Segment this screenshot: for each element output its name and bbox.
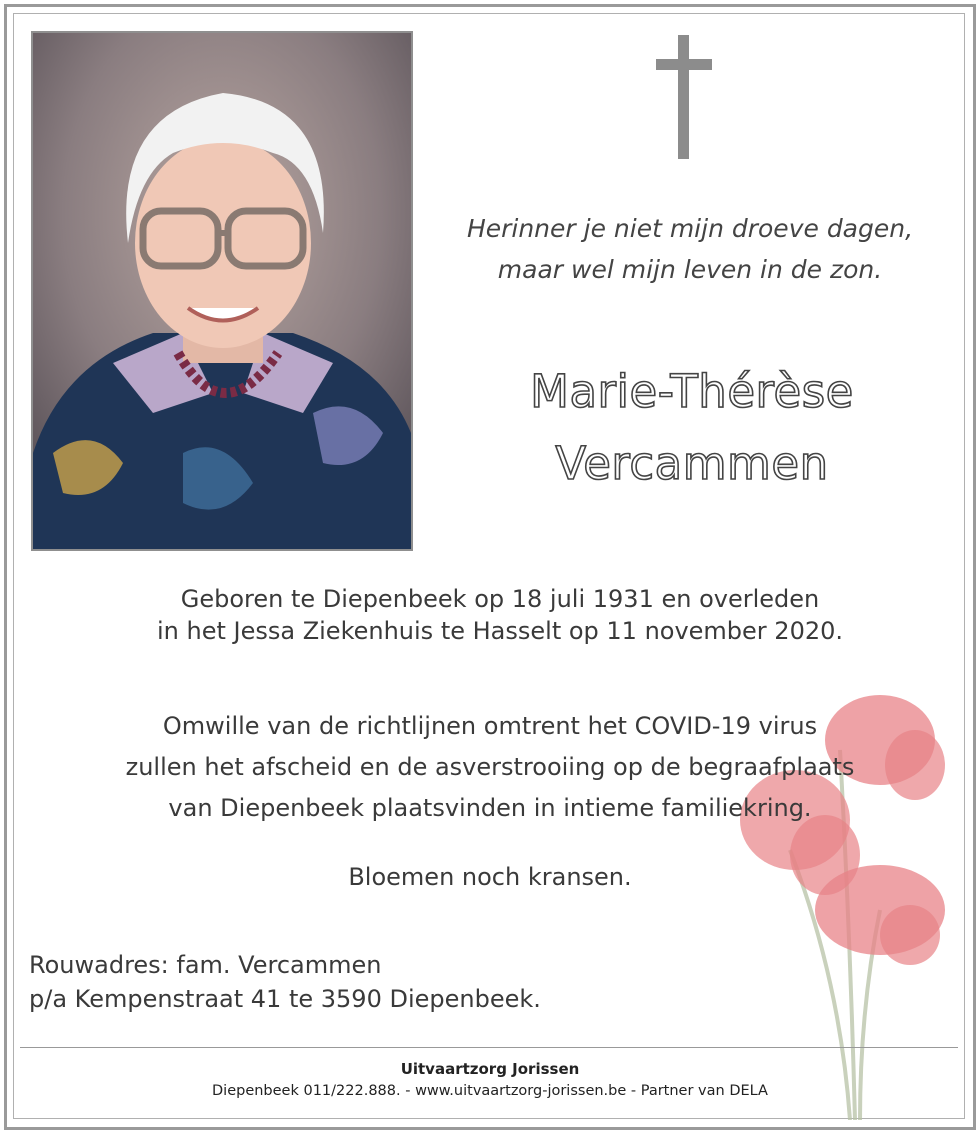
footer-divider xyxy=(20,1047,958,1048)
funeral-company-name: Uitvaartzorg Jorissen xyxy=(400,1060,580,1078)
ceremony-line-3: van Diepenbeek plaatsvinden in intieme familiekring. xyxy=(168,794,812,822)
birth-line-1: Geboren te Diepenbeek op 18 juli 1931 en overleden xyxy=(180,585,820,613)
memorial-quote xyxy=(440,208,940,290)
birth-death-text xyxy=(60,583,940,647)
birth-line-2: in het Jessa Ziekenhuis te Hasselt op 11 november 2020. xyxy=(156,617,844,645)
deceased-name xyxy=(462,356,922,500)
ceremony-line-1: Omwille van de richtlijnen omtrent het COVID-19 virus xyxy=(162,712,818,740)
portrait-photo xyxy=(31,31,413,551)
quote-line-2: maar wel mijn leven in de zon. xyxy=(497,255,883,284)
quote-line-1: Herinner je niet mijn droeve dagen, xyxy=(466,214,914,243)
mourning-address xyxy=(29,948,669,1016)
address-line-2: p/a Kempenstraat 41 te 3590 Diepenbeek. xyxy=(29,985,541,1013)
ceremony-line-2: zullen het afscheid en de asverstrooiing op de begraafplaats xyxy=(125,753,855,781)
funeral-company-contact: Diepenbeek 011/222.888. - www.uitvaartzorg-jorissen.be - Partner van DELA xyxy=(212,1083,768,1099)
ceremony-text xyxy=(40,706,940,829)
deceased-first-name: Marie-Thérèse xyxy=(530,365,854,418)
address-line-1: Rouwadres: fam. Vercammen xyxy=(29,951,382,979)
cross-icon xyxy=(656,35,712,159)
deceased-last-name: Vercammen xyxy=(555,437,829,490)
flowers-note: Bloemen noch kransen. xyxy=(348,863,632,891)
